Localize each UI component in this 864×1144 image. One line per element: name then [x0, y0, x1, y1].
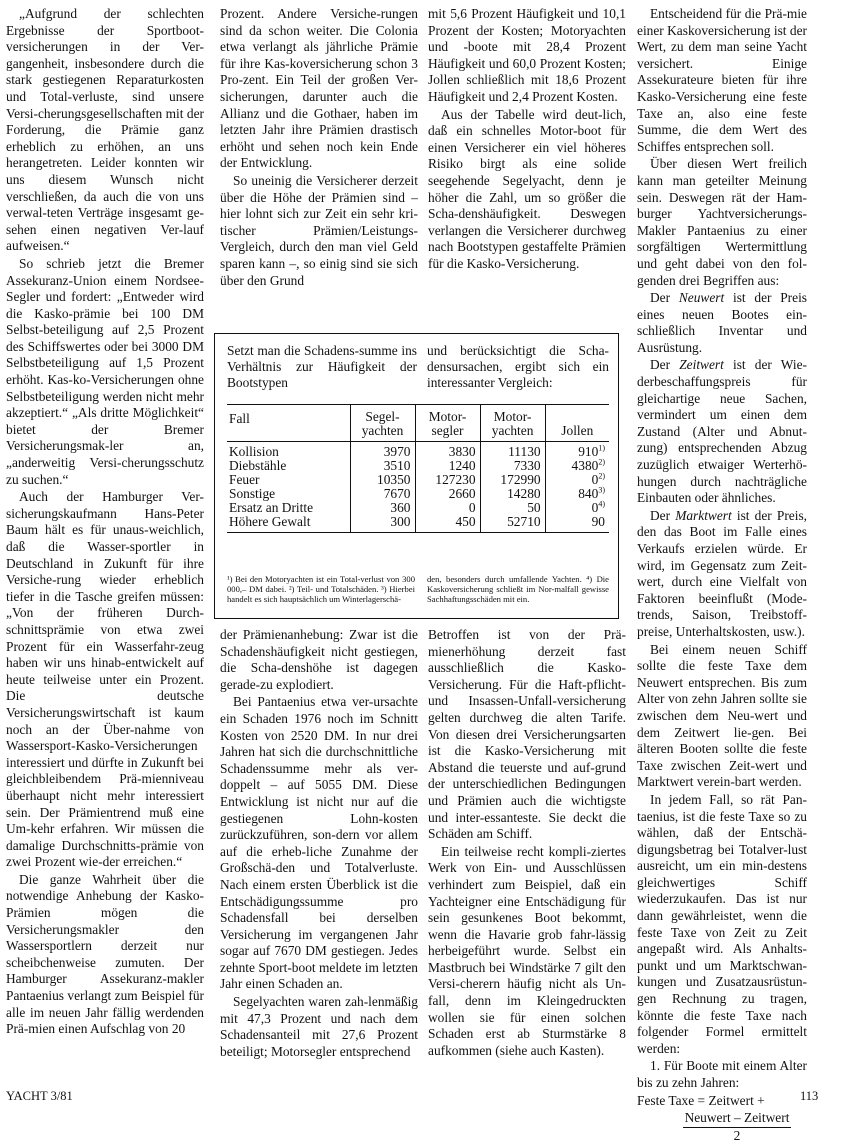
paragraph: Die ganze Wahrheit über die notwendige Anhebung der Kasko-Prämien mögen die Versicherungsmakler den Wassersportlern derzeit nur scheibchenweise zumuten. Der Hamburger Assekuranz-makler Pantaenius verlangt zum Beispiel für alle im neuen Jahr fällig werdenden Prä-mien einen Aufschlag von 20 — [6, 871, 204, 1037]
footnote-marker: 2) — [598, 457, 605, 467]
footnote-marker: 4) — [598, 499, 605, 509]
table-cell: 10350 — [350, 473, 415, 487]
paragraph: „Aufgrund der schlechten Ergebnisse der Sportboot-versicherungen in der Ver-gangenheit, insbesondere durch die stark gestiegenen Reparaturkosten und Total-verluste, sind unsere Versi-cherungsgesellschaften mit der Forderung, die Prämie ganz erheblich zu erhöhen, an uns herangetreten. Leider konnten wir uns diesem Wunsch nicht verschließen, da auch die von uns verwal-teten Verträge insgesamt ge-sehen einen negativen Ver-lauf aufweisen.“ — [6, 6, 204, 254]
table-row — [227, 442, 609, 460]
table-cell: Feuer — [229, 472, 260, 487]
table-row — [227, 473, 609, 487]
paragraph: Ein teilweise recht kompli-ziertes Werk von Ein- und Ausschlüssen verhindert zum Beispiel, daß ein Yachteigner eine Entschädigung für sein gesunkenes Boot bekommt, wenn die Havarie grob fahr-lässig herbeigeführt wurde. Selbst ein Mastbruch bei Windstärke 7 gilt den Versi-cherern häufig nicht als Un-fall, denn im Kleingedruckten wollen sie für einen solchen Schaden erst ab Sturmstärke 8 aufkommen (siehe auch Kasten). — [428, 843, 626, 1058]
box-intro-left: Setzt man die Schadens-summe ins Verhältnis zur Häufigkeit der Bootstypen — [227, 343, 417, 390]
formula-denominator: 2 — [733, 1127, 741, 1143]
table-cell: 4380$^{2)}$ — [545, 459, 609, 473]
table-cell: 3510 — [350, 459, 415, 473]
table-cell: 360 — [350, 501, 415, 515]
table-cell: 11130 — [480, 442, 545, 460]
paragraph: Auch der Hamburger Ver-sicherungskaufmann Hans-Peter Baum hält es für unaus-weichlich, daß die Wasser-sportler in Deutschland in Zukunft für ihre Versiche-rung wieder erheblich tiefer in die Tasche greifen müssen: „Von der früheren Durch-schnittsprämie von etwa zwei Prozent für ein Wasserfahr-zeug haben wir uns hinab-entwickelt auf heute teilweise unter ein Prozent. Die deutsche Versicherungswirtschaft ist kaum noch an der Über-nahme von Wassersport-Kasko-Versicherungen interessiert und dürfte in Zukunft bei gleichbleibendem Prä-mienniveau überhaupt nicht mehr interessiert sein. Der Prämientrend muß eine Um-kehr erfahren. Wir müssen die damalige Durchschnitts-prämie von zwei Prozent wie-der erreichen.“ — [6, 489, 204, 870]
table-cell: 910$^{1)}$ — [545, 442, 609, 460]
table-cell: Diebstähle — [229, 458, 287, 473]
table-cell: 300 — [350, 515, 415, 533]
formula-fraction — [637, 1110, 807, 1144]
table-row — [227, 515, 609, 533]
table-row — [227, 501, 609, 515]
table-cell: 0$^{2)}$ — [545, 473, 609, 487]
paragraph: Aus der Tabelle wird deut-lich, daß ein schnelles Motor-boot für einen Versicherer ein viel höheres Risiko birgt als eine solide seegehende Segelyacht, denn je höher die Zahl, um so größer die Scha-denshäufigkeit. Deswegen verlangen die Versicherer durchweg nach Bootstypen gestaffelte Prämien für die Kasko-Versicherung. — [428, 106, 626, 271]
table-cell: 14280 — [480, 487, 545, 501]
table-row — [227, 459, 609, 473]
paragraph: Segelyachten waren zah-lenmäßig mit 47,3 Prozent und nach dem Schadensanteil mit 27,6 Prozent beteiligt; Motorsegler entsprechend — [220, 994, 418, 1059]
paragraph: Bei einem neuen Schiff sollte die feste Taxe dem Neuwert entsprechen. Bis zum Alter von zehn Jahren sollte sie zwischen dem Neu-wert und dem Zeitwert lie-gen. Bei älteren Booten sollte die feste Taxe zwischen Zeit-wert und Marktwert verein-bart werden. — [637, 641, 807, 790]
table-cell: Höhere Gewalt — [227, 515, 350, 533]
paragraph: Entscheidend für die Prä-mie einer Kaskoversicherung ist der Wert, zu dem man seine Yacht versichert. Einige Assekurateure bieten für ihre Kasko-Versicherung eine feste Taxe an, also eine feste Summe, die dem Wert des Schiffes entsprechen soll. — [637, 6, 807, 154]
box-intro-right: und berücksichtigt die Scha-densursachen, ergibt sich ein interessanter Vergleich: — [427, 343, 609, 390]
definition-zeitwert: Der Zeitwert ist der Wie-derbeschaffungspreis für gleichartige neue Sachen, vermindert um einen dem Zustand (Alter und Abnut-zung) entsprechenden Abzug zuzüglich etwaiger Werterhö-hungen durch nachträgliche Einbauten oder ähnliches. — [637, 357, 808, 506]
table-cell: 7670 — [350, 487, 415, 501]
article-column-2-bottom — [220, 627, 418, 1061]
table-cell: 1240 — [415, 459, 480, 473]
term: Zeitwert — [679, 357, 724, 373]
table-cell: 90 — [545, 515, 609, 533]
column-header: Motor-yachten — [480, 405, 545, 442]
article-column-3-top — [428, 6, 626, 274]
paragraph: So schrieb jetzt die Bremer Assekuranz-Union einem Nordsee-Segler und fordert: „Entweder wird die Kasko-prämie bei 100 DM Selbst-beteiligung auf 2,5 Prozent des Schiffswertes oder bei 3000 DM Selbstbeteiligung auf 1,5 Prozent erhöht. Kas-ko-Versicherungen ohne Selbstbeteiligung werden nicht mehr akzeptiert.“ „Als dritte Möglichkeit“ bietet der Bremer Versicherungsmak-ler an, „anderweitig Versi-cherungsschutz zu suchen.“ — [6, 255, 204, 487]
article-column-2-top — [220, 6, 418, 290]
article-column-3-bottom — [428, 627, 626, 1060]
table-header-row — [227, 405, 609, 442]
table-cell: 840$^{3)}$ — [545, 487, 609, 501]
paragraph: 1. Für Boote mit einem Alter bis zu zehn Jahren: — [637, 1058, 807, 1090]
term: Neuwert — [678, 290, 725, 306]
footnote-left: ¹) Bei den Motoryachten ist ein Total-verlust von 300 000,– DM dabei. ²) Teil- und Totalschäden. ³) Hierbei handelt es sich hauptsächlich um Winterlagerschä- — [227, 574, 415, 604]
paragraph: Bei Pantaenius etwa ver-ursachte ein Schaden 1976 noch im Schnitt Kosten von 2520 DM. In nur drei Jahren hat sich die durchschnittliche Schadenssumme mehr als ver-doppelt – auf 5055 DM. Diese Entwicklung ist nicht nur auf die gestiegenen Lohn-kosten zurückzuführen, son-dern vor allem auf die erheb-liche Zunahme der Großschä-den und Totalverluste. Nach einem ersten Überblick ist die Entschädigungssumme pro Schadensfall bei derselben Versicherung im vergangenen Jahr sogar auf 7670 DM gestiegen. Jedes zehnte Sport-boot meldete im letzten Jahr einen Schaden an. — [220, 694, 418, 992]
paragraph: So uneinig die Versicherer derzeit über die Höhe der Prämien sind – hier lohnt sich zur Zeit ein sehr kri-tischer Prämien/Leistungs-Vergleich, durch den man viel Geld sparen kann –, so einig sind sie sich über den Grund — [220, 172, 418, 288]
table-cell: 0 — [415, 501, 480, 515]
footnote-marker: 2) — [598, 471, 605, 481]
paragraph: der Prämienanhebung: Zwar ist die Schadenshäufigkeit nicht gestiegen, die Scha-denshöhe ist dagegen gerade-zu explodiert. — [220, 627, 418, 692]
table-cell: 450 — [415, 515, 480, 533]
footnote-right: den, besonders durch umfallende Yachten. ⁴) Die Kaskoversicherung schließt im Nor-malfall gewisse Sachhaftungsschäden mit ein. — [427, 574, 609, 604]
table-cell: 3970 — [350, 442, 415, 460]
table-row — [227, 487, 609, 501]
table-cell: Sonstige — [229, 486, 276, 501]
article-column-4 — [637, 6, 807, 1144]
table-cell: 0$^{4)}$ — [545, 501, 609, 515]
table-cell: 52710 — [480, 515, 545, 533]
formula-numerator: Neuwert – Zeitwert — [683, 1110, 792, 1128]
formula-line: Feste Taxe = Zeitwert + — [637, 1092, 765, 1108]
statistics-box — [214, 333, 619, 619]
table-cell: 7330 — [480, 459, 545, 473]
term: Marktwert — [675, 507, 732, 523]
column-header: Fall — [227, 405, 350, 442]
definition-neuwert: Der Neuwert ist der Preis eines neuen Bootes ein-schließlich Inventar und Ausrüstung. — [637, 290, 807, 355]
paragraph: mit 5,6 Prozent Häufigkeit und 10,1 Prozent der Kosten; Motoryachten und -boote mit 28,4 Prozent Häufigkeit und 60,0 Prozent Kosten; Jollen schließlich mit 18,6 Prozent Häufigkeit und 2,4 Prozent Kosten. — [428, 6, 626, 104]
paragraph: Betroffen ist von der Prä-mienerhöhung derzeit fast ausschließlich die Kasko-Versicherung. Für die Haft-pflicht- und Insassen-Unfall-versicherung gelten durchweg die alten Tarife. Von diesen drei Versicherungsarten ist die Kasko-Versicherung mit Abstand die teuerste und auf-grund der unterschiedlichen Bedingungen und Prämien auch die wichtigste und inter-essanteste. Sie deckt die Schäden am Schiff. — [428, 627, 626, 842]
footnote-marker: 3) — [598, 485, 605, 495]
table-cell: 50 — [480, 501, 545, 515]
table-cell: Kollision — [229, 444, 279, 459]
table-cell: 3830 — [415, 442, 480, 460]
column-header: Segel-yachten — [350, 405, 415, 442]
table-cell: 172990 — [480, 473, 545, 487]
page-number: 113 — [800, 1089, 819, 1103]
paragraph: Prozent. Andere Versiche-rungen sind da schon weiter. Die Colonia etwa verlangt als jährliche Prämie für ihre Kas-koversicherung schon 3 Pro-zent. Ein Teil der großen Ver-sicherungen, darunter auch die Allianz und die Gothaer, haben im letzten Jahr ihre Prämien drastisch erhöht und sehen noch kein Ende der Entwicklung. — [220, 6, 418, 171]
paragraph: In jedem Fall, so rät Pan-taenius, ist die feste Taxe so zu wählen, daß der Entschä-digungsbetrag bei Totalver-lust ausreicht, um ein min-destens gleichwertiges Schiff wiederzukaufen. Das ist nur dann gewährleistet, wenn die feste Taxe von Zeit zu Zeit angepaßt wird. Als Anhalts-punkt und um Marktschwan-kungen und Zusatzausrüstun-gen Rechnung zu tragen, könnte die feste Taxe nach folgender Formel ermittelt werden: — [637, 791, 807, 1056]
column-header: Jollen — [545, 405, 609, 442]
paragraph: Über diesen Wert freilich kann man geteilter Meinung sein. Deswegen rät der Ham-burger Yachtversicherungs-Makler Pantaenius zu einer sorgfältigen Wertermittlung und geht dabei von den fol-genden drei Begriffen aus: — [637, 156, 807, 288]
definition-marktwert: Der Marktwert ist der Preis, den das Boot im Falle eines Verkaufs erzielen würde. Er wird, im Gegensatz zum Zeit-wert, durch eine Vielfalt von Faktoren beeinflußt (Mode-trends, Saison, Treibstoff-preise, Unterhaltskosten, usw.). — [637, 507, 807, 639]
table-cell: Ersatz an Dritte — [229, 500, 314, 515]
damage-table — [227, 404, 609, 533]
column-header: Motor-segler — [415, 405, 480, 442]
table-cell: 127230 — [415, 473, 480, 487]
footnote-marker: 1) — [598, 443, 605, 453]
article-column-1 — [6, 6, 204, 1039]
issue-label: YACHT 3/81 — [6, 1089, 73, 1103]
table-cell: 2660 — [415, 487, 480, 501]
